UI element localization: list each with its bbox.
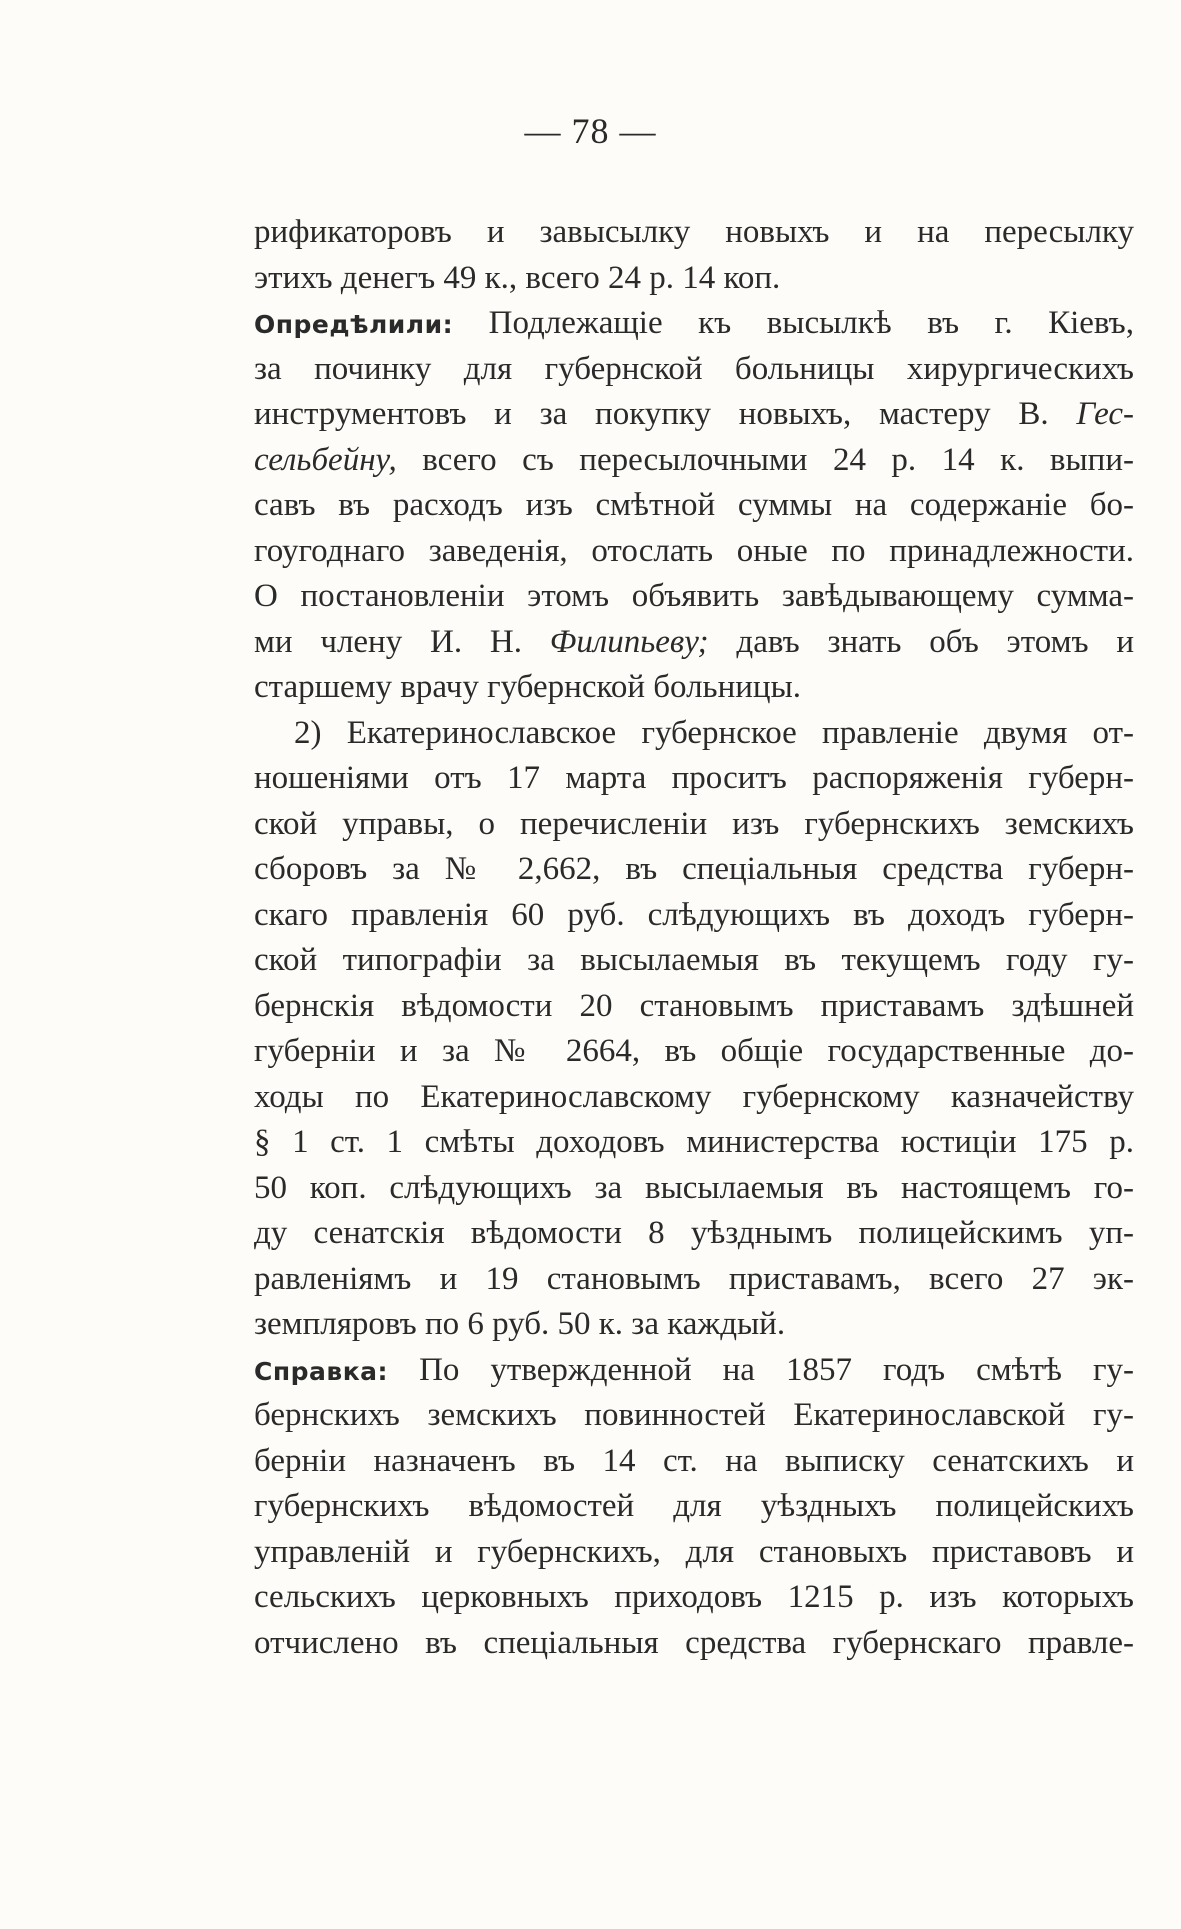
- line-text: бернскія вѣдомости 20 становымъ приставамъ здѣшней: [254, 987, 1134, 1024]
- text-line: [254, 301, 1134, 347]
- line-text: сельскихъ церковныхъ приходовъ 1215 р. изъ которыхъ: [254, 1579, 1134, 1615]
- text-line: [254, 256, 1134, 302]
- text-line: [254, 1530, 1134, 1576]
- text-line: [254, 1348, 1134, 1394]
- line-text: этихъ денегъ 49 к., всего 24 р. 14 коп.: [254, 259, 781, 296]
- text-line: [254, 347, 1134, 393]
- text-line: [254, 1439, 1134, 1485]
- text-line: [254, 938, 1134, 984]
- text-line: [254, 210, 1134, 256]
- line-text: давъ знать объ этомъ и: [708, 623, 1134, 660]
- text-line: [254, 483, 1134, 529]
- line-text: всего съ пересылочными 24 р. 14 к. выпи-: [396, 441, 1134, 478]
- line-text: рификаторовъ и завысылку новыхъ и на пересылку: [254, 214, 1134, 250]
- line-text: земпляровъ по 6 руб. 50 к. за каждый.: [254, 1306, 786, 1342]
- line-text: управленій и губернскихъ, для становыхъ приставовъ и: [254, 1533, 1134, 1570]
- line-text: за починку для губернской больницы хирургическихъ: [254, 350, 1134, 387]
- italic-name: сельбейну,: [254, 441, 397, 478]
- line-text: губерніи и за № 2664, въ общіе государственные до-: [254, 1033, 1134, 1069]
- line-text: отчислено въ спеціальныя средства губернскаго правле-: [254, 1624, 1134, 1661]
- text-line: [254, 1029, 1134, 1075]
- text-line: [254, 802, 1134, 848]
- line-text: ходы по Екатеринославскому губернскому казначейству: [254, 1078, 1134, 1115]
- text-line: [254, 1075, 1134, 1121]
- line-text: инструментовъ и за покупку новыхъ, мастеру В.: [254, 396, 1077, 432]
- line-text: ской типографіи за высылаемыя въ текущемъ году гу-: [254, 942, 1134, 978]
- line-text: губернскихъ вѣдомостей для уѣздныхъ полицейскихъ: [254, 1488, 1134, 1524]
- text-line: [254, 711, 1134, 757]
- line-text: Подлежащіе къ высылкѣ въ г. Кіевъ,: [453, 305, 1134, 341]
- line-text: старшему врачу губернской больницы.: [254, 669, 802, 705]
- text-line: [254, 984, 1134, 1030]
- text-line: [254, 1257, 1134, 1303]
- text-line: [254, 574, 1134, 620]
- line-text: берніи назначенъ въ 14 ст. на выписку сенатскихъ и: [254, 1442, 1134, 1479]
- line-text: ми члену И. Н.: [254, 623, 550, 660]
- text-line: [254, 1302, 1134, 1348]
- line-text: О постановленіи этомъ объявить завѣдывающему сумма-: [254, 578, 1134, 614]
- line-text: ношеніями отъ 17 марта проситъ распоряженія губерн-: [254, 760, 1134, 796]
- text-line: [254, 893, 1134, 939]
- line-text: По утвержденной на 1857 годъ смѣтѣ гу-: [388, 1351, 1134, 1388]
- line-text: сборовъ за № 2,662, въ спеціальныя средства губерн-: [254, 851, 1134, 887]
- line-text: ской управы, о перечисленіи изъ губернскихъ земскихъ: [254, 805, 1134, 842]
- body-text: [254, 210, 1134, 1666]
- text-line: [254, 1575, 1134, 1621]
- italic-name: Филипьеву;: [549, 623, 709, 660]
- text-line: [254, 1166, 1134, 1212]
- text-line: [254, 1484, 1134, 1530]
- section-label: Справка:: [254, 1356, 389, 1386]
- text-line: [254, 1211, 1134, 1257]
- italic-name: Гес-: [1076, 396, 1134, 432]
- text-line: [254, 1120, 1134, 1166]
- text-line: [254, 529, 1134, 575]
- text-line: [254, 665, 1134, 711]
- line-text: § 1 ст. 1 смѣты доходовъ министерства юстиціи 175 р.: [254, 1124, 1134, 1160]
- line-text: гоугоднаго заведенія, отослать оные по принадлежности.: [254, 532, 1134, 569]
- line-text: ду сенатскія вѣдомости 8 уѣзднымъ полицейскимъ уп-: [254, 1215, 1134, 1251]
- text-line: [254, 438, 1134, 484]
- section-label: Опредѣлили:: [254, 310, 454, 339]
- text-line: [254, 392, 1134, 438]
- line-text: савъ въ расходъ изъ смѣтной суммы на содержаніе бо-: [254, 487, 1134, 523]
- text-line: [254, 1621, 1134, 1667]
- text-line: [254, 756, 1134, 802]
- text-line: [254, 1393, 1134, 1439]
- text-line: [254, 620, 1134, 666]
- line-text: 50 коп. слѣдующихъ за высылаемыя въ настоящемъ го-: [254, 1169, 1134, 1206]
- line-text: равленіямъ и 19 становымъ приставамъ, всего 27 эк-: [254, 1260, 1134, 1297]
- line-text: скаго правленія 60 руб. слѣдующихъ въ доходъ губерн-: [254, 896, 1134, 933]
- line-text: бернскихъ земскихъ повинностей Екатеринославской гу-: [254, 1397, 1134, 1433]
- line-text: 2) Екатеринославское губернское правленіе двумя от-: [294, 714, 1134, 751]
- text-line: [254, 847, 1134, 893]
- page-number: — 78 —: [524, 111, 657, 151]
